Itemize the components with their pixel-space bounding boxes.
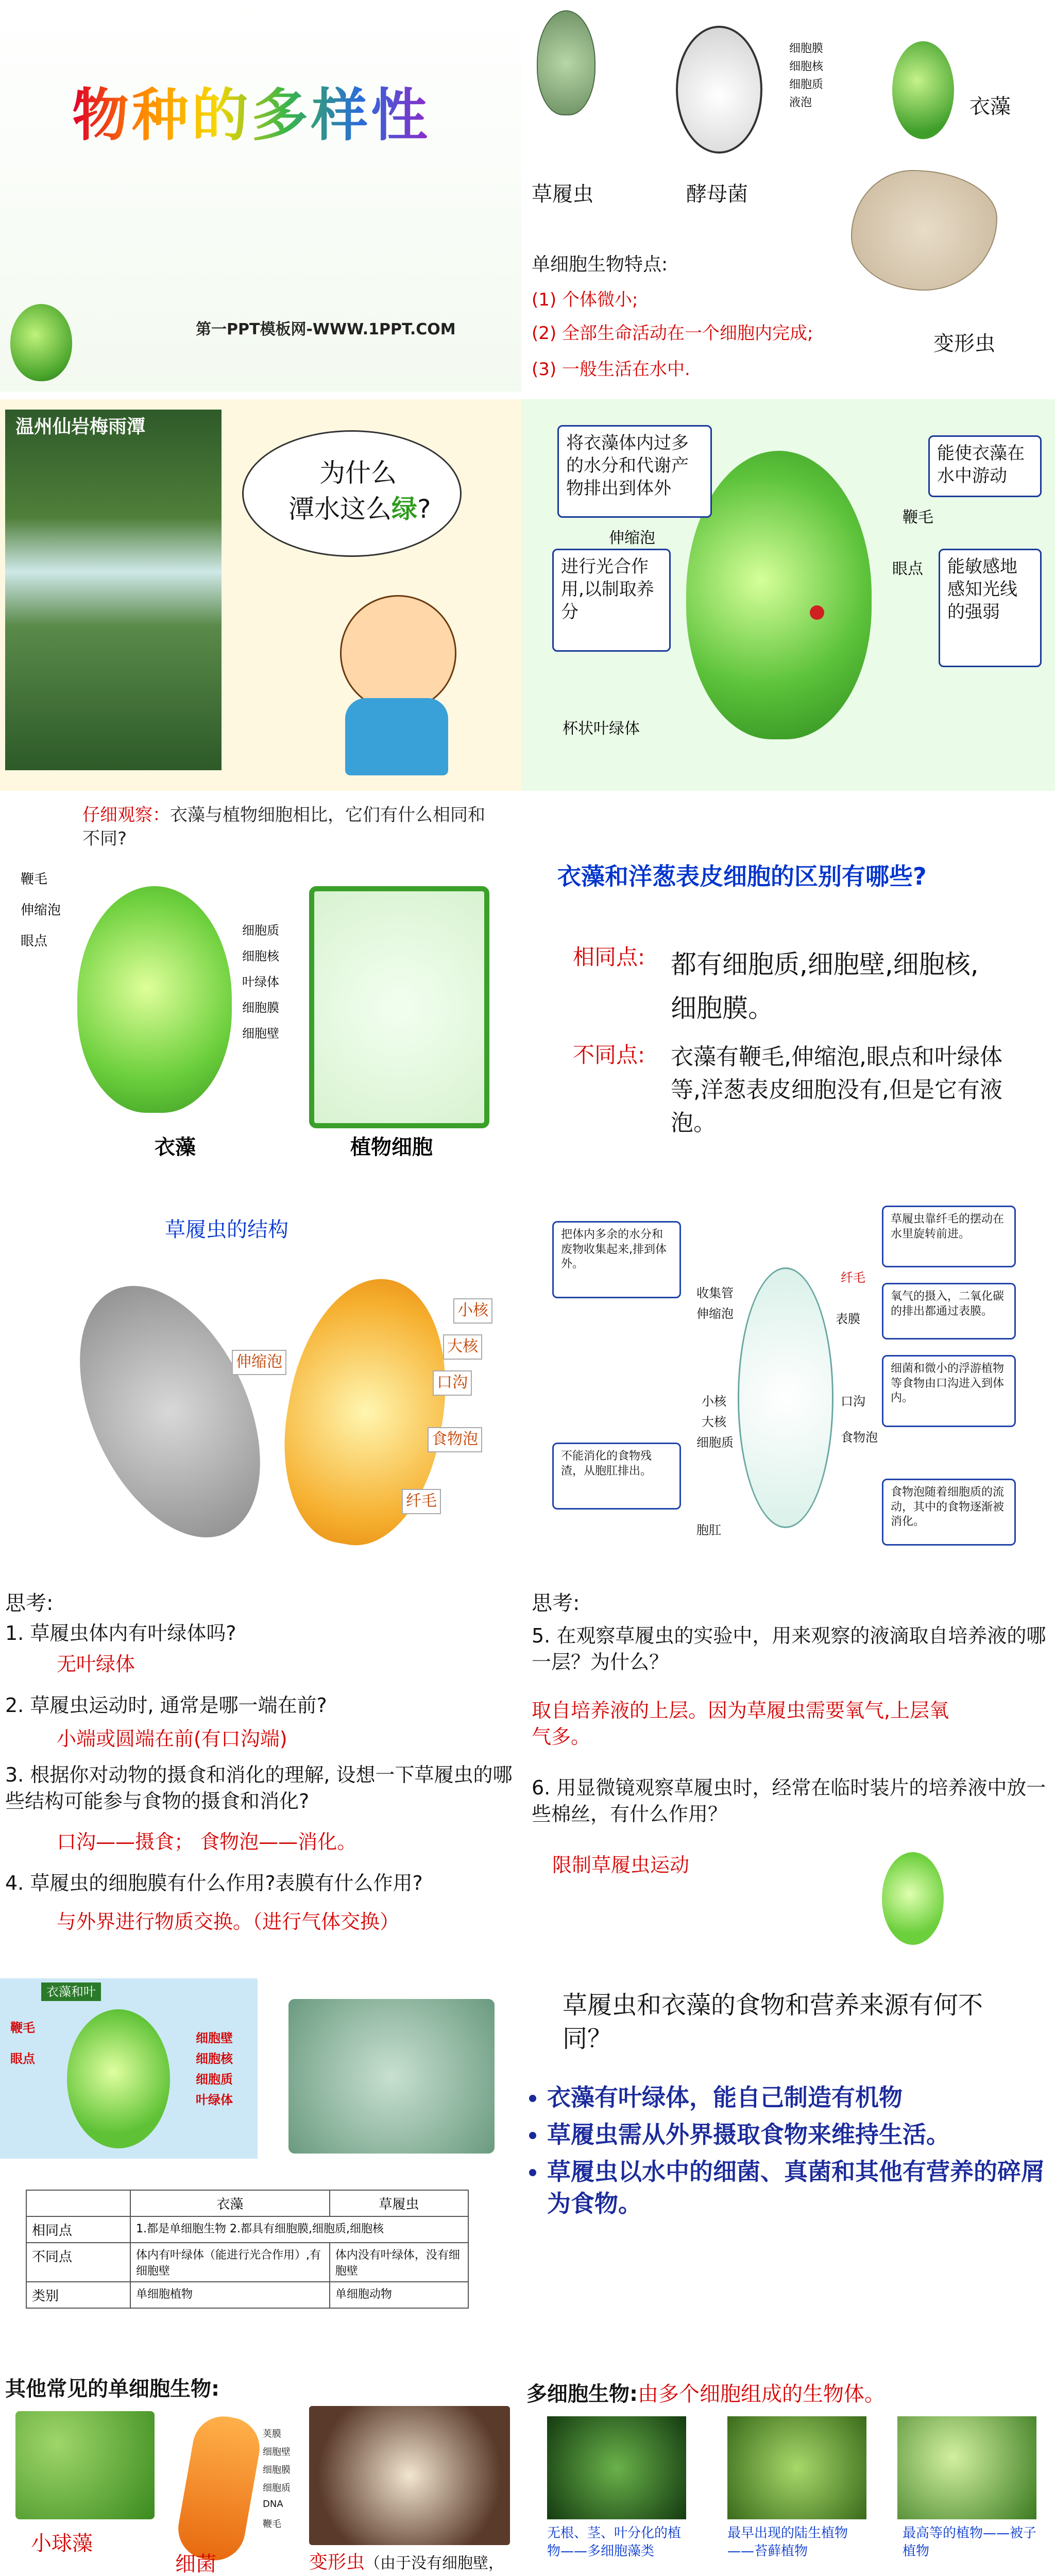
multi-caption-3: 最高等的植物——被子植物 — [903, 2526, 1037, 2560]
bacteria-part: 鞭毛 — [263, 2519, 281, 2530]
think1-a4: 与外界进行物质交换。（进行气体交换） — [57, 1910, 400, 1933]
fn-label-5: 细胞质 — [696, 1435, 734, 1450]
callout-contractile: 将衣藻体内过多的水分和代谢产物排出到体外 — [557, 425, 712, 518]
table-cell: 类别 — [26, 2282, 130, 2308]
table-row — [26, 2216, 468, 2243]
fn-label-4: 大核 — [702, 1415, 726, 1429]
observe-line — [82, 804, 495, 851]
question-text: 潭水这么 — [288, 494, 392, 524]
label-yeast: 酵母菌 — [686, 182, 748, 206]
label-chloroplast: 杯状叶绿体 — [563, 720, 640, 738]
table-cell: 1.都是单细胞生物 2.都具有细胞膜,细胞质,细胞核 — [130, 2216, 468, 2243]
question-line2 — [288, 492, 431, 527]
amoeba-note: （由于没有细胞壁， — [365, 2554, 504, 2572]
plant-cell-diagram — [309, 886, 489, 1128]
slide-why-green — [0, 399, 521, 791]
label-macronucleus: 大核 — [443, 1334, 482, 1360]
callout-pellicle: 氧气的摄入，二氧化碳的排出都通过表膜。 — [882, 1283, 1016, 1340]
bacteria-part: 细胞膜 — [263, 2465, 291, 2476]
feature-1: (1) 个体微小; — [532, 290, 638, 310]
mid-label-3: 叶绿体 — [242, 975, 279, 989]
chlamydomonas-image — [892, 41, 954, 139]
paramecium-function-diagram — [738, 1267, 833, 1528]
photo-caption: 温州仙岩梅雨潭 — [15, 416, 146, 437]
table-cell: 体内没有叶绿体，没有细胞壁 — [330, 2243, 468, 2282]
think1-title: 思考: — [5, 1591, 54, 1615]
diff-label: 不同点: — [573, 1042, 645, 1067]
mid-label-4: 细胞膜 — [242, 1001, 279, 1015]
label-contractile: 伸缩泡 — [609, 529, 655, 547]
bacteria-part: 荚膜 — [263, 2429, 281, 2439]
multi-title: 多细胞生物: — [526, 2382, 638, 2406]
question-line1: 为什么 — [319, 458, 397, 488]
mid-label-1: 细胞质 — [242, 923, 279, 938]
tbl-left-label-2: 眼点 — [10, 2052, 35, 2066]
banner-label: 衣藻和叶 — [41, 1982, 101, 2001]
callout-flagella: 能使衣藻在水中游动 — [928, 435, 1042, 497]
left-label-2: 伸缩泡 — [21, 903, 61, 918]
slide-paramecium-function — [521, 1190, 1055, 1582]
think2-a6: 限制草履虫运动 — [552, 1854, 690, 1876]
fn-label-2: 伸缩泡 — [696, 1307, 734, 1321]
paramecium-photo — [288, 1999, 495, 2154]
thinking-boy-image — [319, 595, 474, 781]
bacteria-part: DNA — [263, 2499, 283, 2510]
amoeba-label: 变形虫 — [309, 2552, 365, 2573]
slide-compare-cells — [0, 793, 521, 1185]
amoeba-image — [851, 170, 997, 291]
slide-title — [0, 0, 521, 392]
label-paramecium: 草履虫 — [532, 182, 593, 206]
slide-nutrition — [521, 1978, 1055, 2370]
caption-alga: 衣藻 — [155, 1136, 196, 1159]
title-text: 物种的多样性 — [72, 77, 431, 154]
fn-label-10: 胞肛 — [696, 1523, 721, 1537]
algae-photo — [547, 2416, 686, 2519]
same-label: 相同点: — [573, 944, 645, 970]
paramecium-title: 草履虫的结构 — [165, 1218, 288, 1242]
fn-label-9: 食物泡 — [841, 1430, 878, 1445]
think1-q1: 1. 草履虫体内有叶绿体吗? — [5, 1622, 236, 1645]
same-text: 都有细胞质,细胞壁,细胞核,细胞膜。 — [671, 950, 979, 1023]
table-row — [26, 2282, 468, 2308]
yeast-part-2: 细胞核 — [789, 60, 824, 73]
slide-think-2 — [521, 1584, 1055, 1976]
amoeba-caption — [309, 2550, 515, 2576]
tbl-left-label-1: 鞭毛 — [10, 2021, 35, 2035]
label-contractile-vacuole: 伸缩泡 — [232, 1350, 286, 1375]
mid-label-5: 细胞壁 — [242, 1026, 279, 1041]
tbl-right-label-1: 细胞壁 — [196, 2031, 233, 2045]
yeast-part-4: 液泡 — [789, 96, 812, 109]
bacteria-diagram — [174, 2412, 265, 2565]
multi-caption-1: 无根、茎、叶分化的植物——多细胞藻类 — [547, 2526, 682, 2560]
label-amoeba: 变形虫 — [933, 332, 995, 355]
callout-oral-groove: 细菌和微小的浮游植物等食物由口沟进入到体内。 — [882, 1355, 1016, 1427]
observe-prefix: 仔细观察： — [82, 805, 170, 825]
think2-q5: 5. 在观察草履虫的实验中，用来观察的液滴取自培养液的哪一层？为什么？ — [532, 1624, 1046, 1674]
table-cell: 不同点 — [26, 2243, 130, 2282]
alga-small-image — [882, 1852, 944, 1945]
slide-unicellular — [521, 0, 1055, 392]
feature-2: (2) 全部生命活动在一个细胞内完成; — [532, 323, 813, 344]
table-cell: 相同点 — [26, 2216, 130, 2243]
think1-q3: 3. 根据你对动物的摄食和消化的理解, 设想一下草履虫的哪些结构可能参与食物的摄食和消化? — [5, 1764, 513, 1813]
bacteria-part: 细胞壁 — [263, 2447, 291, 2458]
table-header-row — [26, 2190, 468, 2216]
comparison-table — [26, 2190, 469, 2309]
think1-a1: 无叶绿体 — [57, 1653, 135, 1675]
think2-q6: 6. 用显微镜观察草履虫时，经常在临时装片的培养液中放一些棉丝，有什么作用？ — [532, 1776, 1046, 1826]
multi-title-desc: 由多个细胞组成的生物体。 — [638, 2382, 885, 2406]
diff-text: 衣藻有鞭毛,伸缩泡,眼点和叶绿体等,洋葱表皮细胞没有,但是它有液泡。 — [671, 1044, 1002, 1136]
paramecium-image — [537, 10, 595, 115]
label-cilia: 纤毛 — [402, 1489, 441, 1514]
think1-q2: 2. 草履虫运动时, 通常是哪一端在前? — [5, 1694, 327, 1717]
slide-multicellular — [521, 2375, 1055, 2576]
label-oral-groove: 口沟 — [433, 1370, 472, 1396]
label-eyespot: 眼点 — [892, 560, 923, 578]
tbl-right-label-4: 叶绿体 — [196, 2093, 233, 2107]
caption-plant-cell: 植物细胞 — [350, 1136, 433, 1159]
compare-title: 衣藻和洋葱表皮细胞的区别有哪些? — [557, 862, 927, 890]
tbl-right-label-2: 细胞核 — [196, 2052, 233, 2066]
slide-other-unicellular — [0, 2375, 521, 2576]
yeast-part-1: 细胞膜 — [789, 42, 824, 55]
alga-cell-image — [10, 304, 72, 381]
left-label-3: 眼点 — [21, 934, 48, 949]
alga-diagram — [67, 2009, 170, 2148]
callout-excretion: 把体内多余的水分和废物收集起来,排到体外。 — [552, 1221, 681, 1298]
features-title: 单细胞生物特点: — [532, 254, 668, 275]
chlamydomonas-large-image — [686, 451, 872, 739]
mid-label-2: 细胞核 — [242, 949, 279, 963]
fn-label-8: 口沟 — [841, 1394, 865, 1409]
waterfall-photo — [5, 410, 222, 770]
think1-a2: 小端或圆端在前(有口沟端) — [57, 1727, 287, 1750]
slide-think-1 — [0, 1584, 521, 1976]
callout-food-vacuole: 食物泡随着细胞质的流动，其中的食物逐渐被消化。 — [882, 1479, 1016, 1546]
slide-alga-vs-onion — [521, 793, 1055, 1185]
callout-cilia: 草履虫靠纤毛的摆动在水里旋转前进。 — [882, 1206, 1016, 1267]
think2-title: 思考: — [532, 1591, 580, 1615]
multi-title-line — [526, 2380, 885, 2408]
nutrition-bullets — [526, 2081, 1055, 2225]
fn-label-6: 表膜 — [836, 1312, 860, 1326]
multi-caption-2: 最早出现的陆生植物——苔藓植物 — [727, 2526, 848, 2560]
site-url: 第一PPT模板网-WWW.1PPT.COM — [196, 320, 456, 338]
table-header — [26, 2190, 130, 2216]
paramecium-micrograph — [43, 1258, 297, 1566]
feature-3: (3) 一般生活在水中. — [532, 359, 690, 380]
think2-a5: 取自培养液的上层。因为草履虫需要氧气,上层氧气多。 — [532, 1699, 949, 1749]
observe-text: 衣藻与植物细胞相比，它们有什么相同和不同? — [82, 805, 485, 849]
table-header: 衣藻 — [130, 2190, 330, 2216]
fn-label-3: 小核 — [702, 1394, 726, 1409]
chlorella-label: 小球藻 — [31, 2532, 93, 2555]
slide-chlamydomonas — [521, 399, 1055, 791]
label-chlamydomonas: 衣藻 — [969, 95, 1011, 118]
label-flagella: 鞭毛 — [903, 509, 933, 527]
amoeba-photo — [309, 2406, 510, 2545]
table-cell: 单细胞动物 — [330, 2282, 468, 2308]
yeast-part-3: 细胞质 — [789, 78, 824, 91]
bacteria-label: 细菌 — [175, 2552, 216, 2576]
callout-anus: 不能消化的食物残渣，从胞肛排出。 — [552, 1443, 681, 1510]
nutrition-bullet: • 草履虫需从外界摄取食物来维持生活。 — [547, 2119, 1055, 2150]
nutrition-bullet: • 衣藻有叶绿体，能自己制造有机物 — [547, 2081, 1055, 2113]
question-mark: ? — [417, 494, 431, 524]
fn-label-7: 纤毛 — [841, 1270, 865, 1285]
eyespot-dot — [810, 605, 824, 620]
flowering-plant-photo — [897, 2416, 1036, 2519]
yeast-image — [676, 26, 762, 154]
label-micronucleus: 小核 — [453, 1298, 492, 1324]
callout-chloroplast: 进行光合作用,以制取养分 — [552, 549, 671, 652]
left-label-1: 鞭毛 — [21, 872, 48, 887]
moss-photo — [727, 2416, 866, 2519]
label-food-vacuole: 食物泡 — [428, 1427, 482, 1452]
callout-eyespot: 能敏感地感知光线的强弱 — [939, 549, 1042, 667]
tbl-right-label-3: 细胞质 — [196, 2072, 233, 2087]
slide-paramecium-structure — [0, 1190, 521, 1582]
table-cell: 单细胞植物 — [130, 2282, 330, 2308]
table-header: 草履虫 — [330, 2190, 468, 2216]
fn-label-1: 收集管 — [696, 1286, 734, 1300]
chlorella-photo — [15, 2411, 155, 2519]
question-green: 绿 — [392, 494, 417, 524]
table-cell: 体内有叶绿体（能进行光合作用）,有细胞壁 — [130, 2243, 330, 2282]
think1-q4: 4. 草履虫的细胞膜有什么作用?表膜有什么作用? — [5, 1872, 423, 1894]
other-title: 其他常见的单细胞生物: — [5, 2377, 219, 2401]
bacteria-part: 细胞质 — [263, 2483, 291, 2494]
nutrition-bullet: • 草履虫以水中的细菌、真菌和其他有营养的碎屑为食物。 — [547, 2156, 1055, 2219]
slide-table-compare — [0, 1978, 521, 2370]
nutrition-question: 草履虫和衣藻的食物和营养来源有何不同？ — [563, 1991, 983, 2053]
alga-cell-diagram — [77, 886, 232, 1113]
table-row — [26, 2243, 468, 2282]
think1-a3: 口沟——摄食； 食物泡——消化。 — [57, 1831, 357, 1853]
